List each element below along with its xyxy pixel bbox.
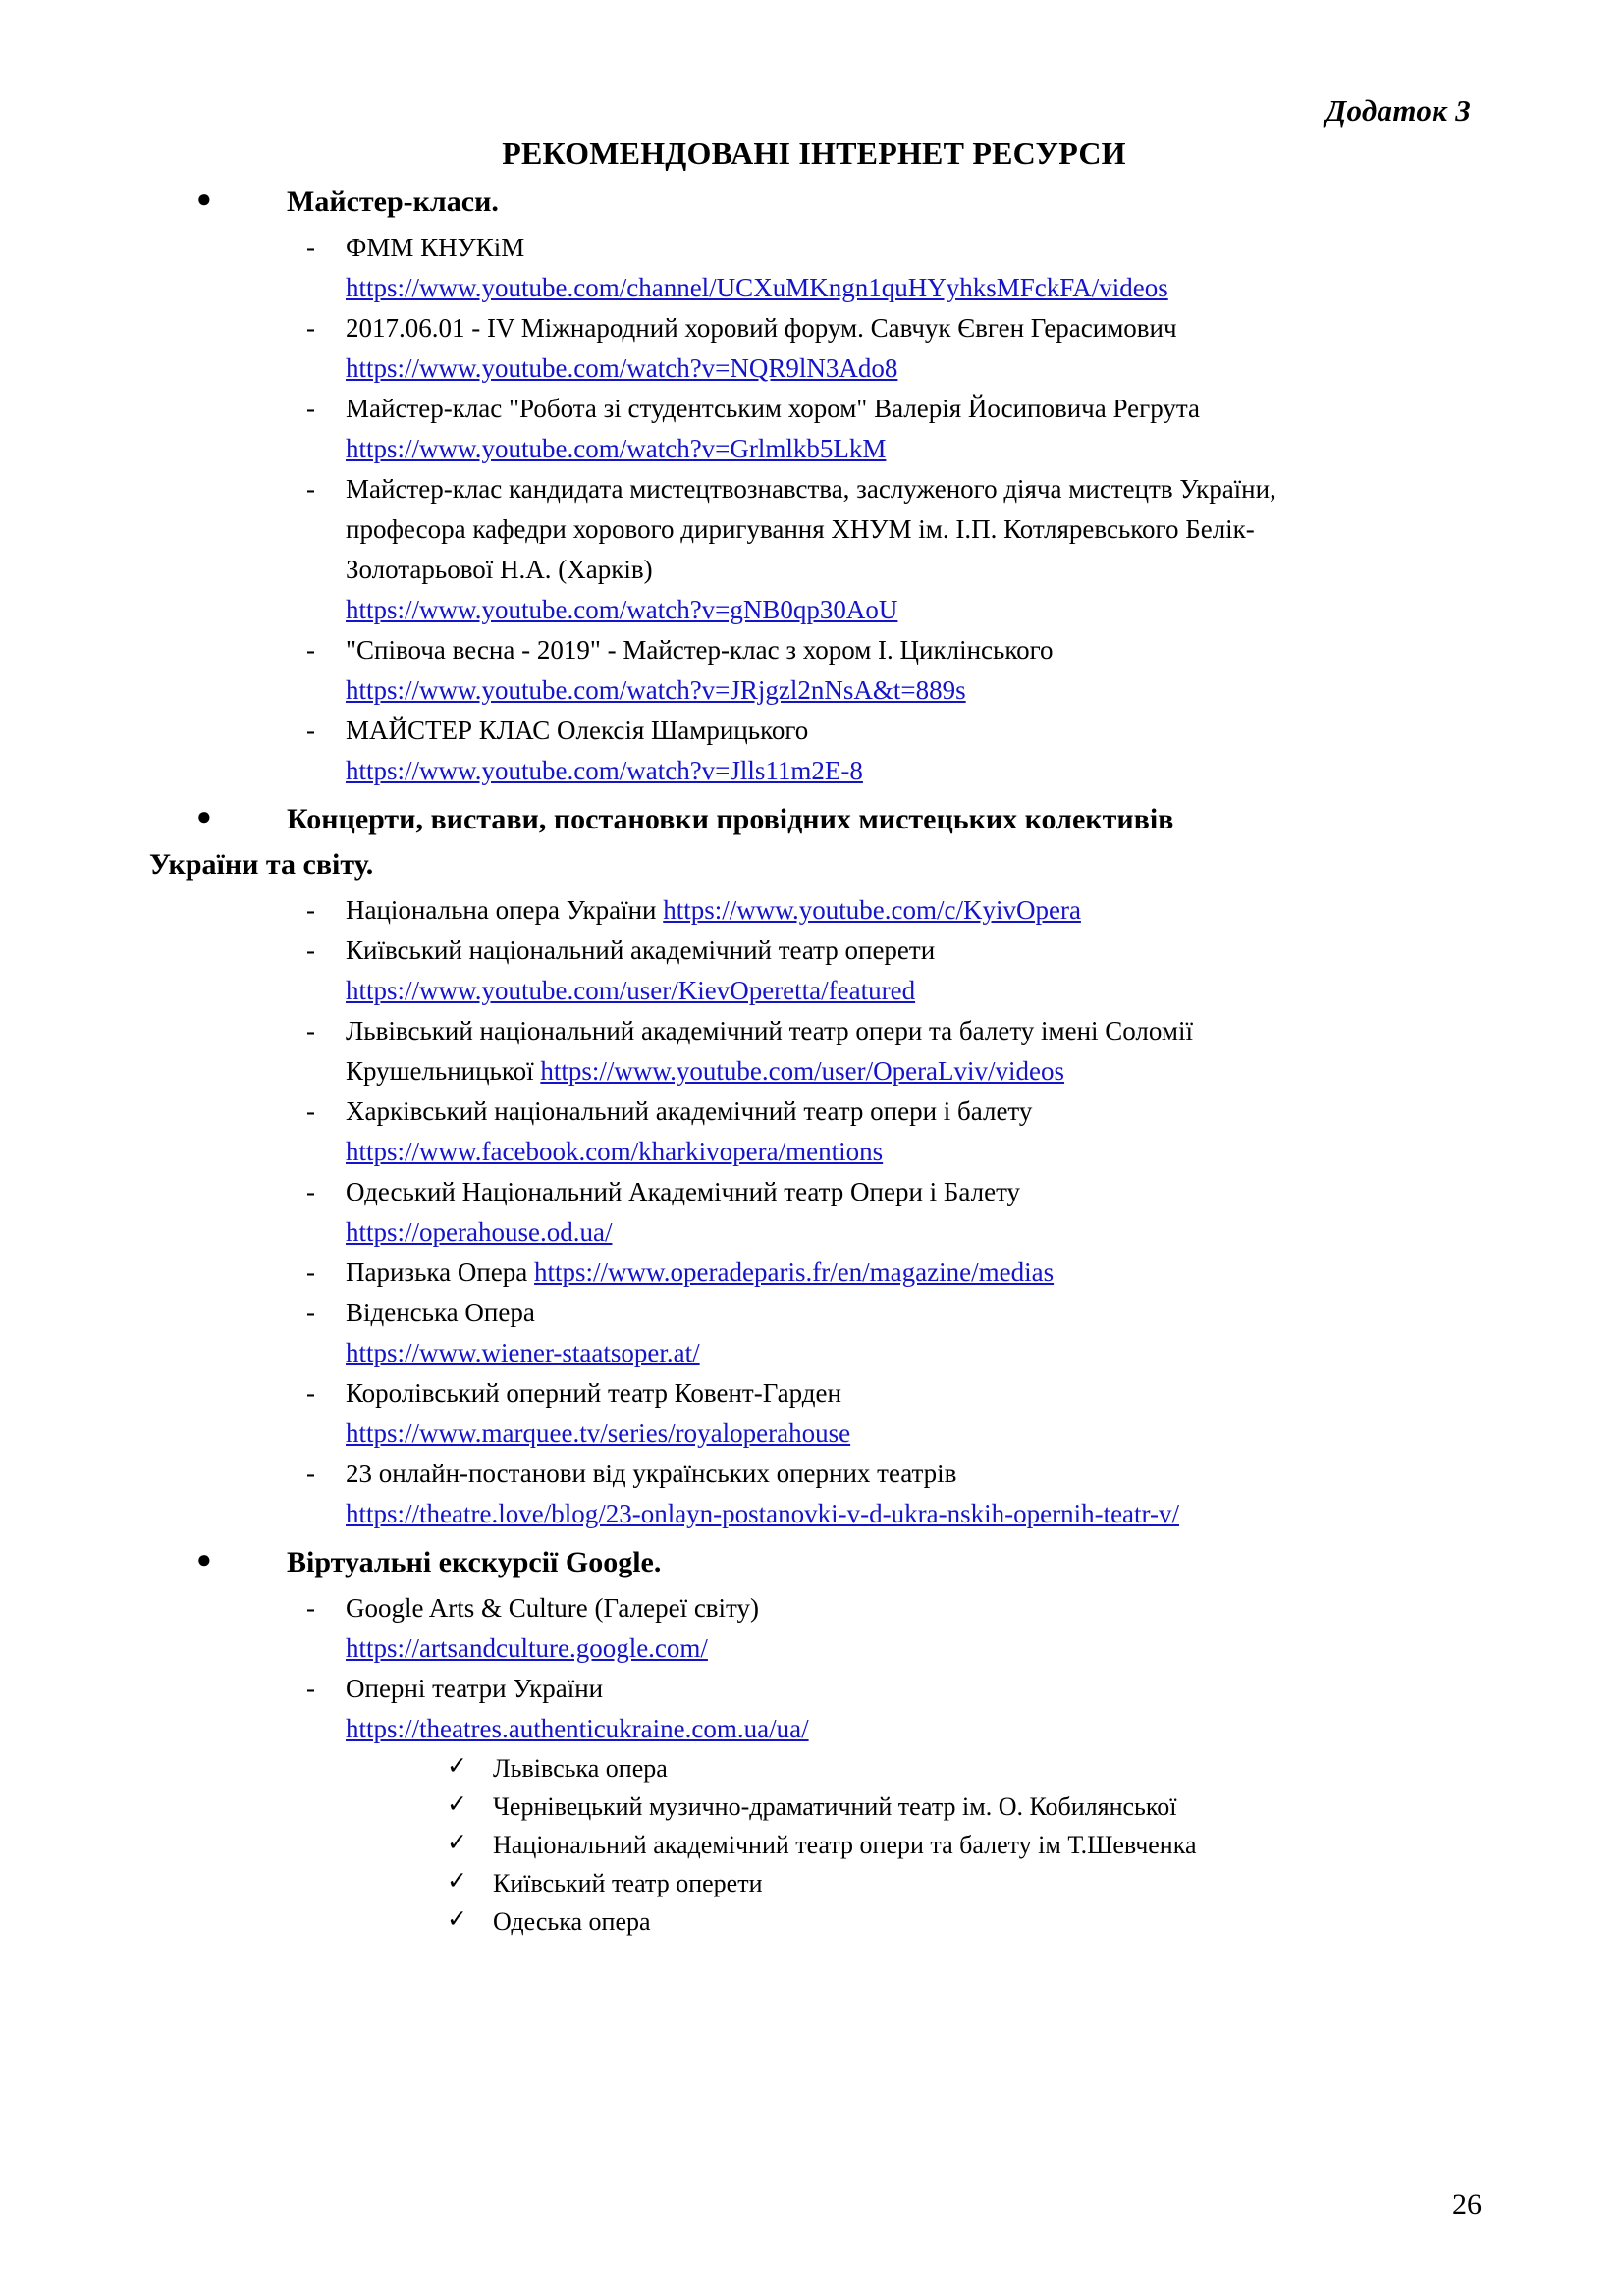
section-heading-text: Концерти, вистави, постановки провідних мистецьких колективів (287, 802, 1174, 835)
list-item (149, 1588, 1479, 1669)
dash-bullet-icon: - (306, 232, 315, 262)
check-mark-icon: ✓ (447, 1868, 467, 1896)
item-link[interactable]: https://www.youtube.com/watch?v=Grlmlkb5LkM (346, 433, 887, 463)
item-text: Майстер-клас "Робота зі студентським хором" Валерія Йосиповича Регрута (346, 393, 1200, 423)
item-text: професора кафедри хорового диригування ХНУМ ім. І.П. Котляревського Белік- (346, 513, 1255, 544)
item-text: Золотарьової Н.А. (Харків) (346, 554, 653, 584)
dash-bullet-icon: - (306, 393, 315, 423)
item-text: Одеський Національний Академічний театр Опери і Балету (346, 1177, 1021, 1207)
item-line (346, 1051, 1479, 1092)
dash-bullet-icon: - (306, 1592, 315, 1623)
item-link[interactable]: https://www.marquee.tv/series/royaloperahouse (346, 1418, 851, 1449)
item-link[interactable]: https://theatre.love/blog/23-onlayn-postanovki-v-d-ukra-nskih-opernih-teatr-v/ (346, 1499, 1179, 1529)
list-item (149, 1373, 1479, 1454)
list-item (149, 1669, 1479, 1749)
list-item (149, 1253, 1479, 1293)
bullet-disc-icon: ● (196, 185, 212, 214)
dash-bullet-icon: - (306, 1459, 315, 1489)
list-item (149, 389, 1479, 469)
item-line (346, 1253, 1479, 1293)
bullet-disc-icon: ● (196, 801, 212, 830)
check-mark-icon: ✓ (447, 1753, 467, 1781)
item-text: Львівська опера (493, 1754, 668, 1784)
list-item (149, 1011, 1479, 1092)
dash-bullet-icon: - (306, 1674, 315, 1704)
item-link[interactable]: https://artsandculture.google.com/ (346, 1633, 708, 1663)
item-text: ФММ КНУКіМ (346, 232, 525, 262)
list-item (149, 469, 1479, 630)
list-item (149, 1902, 1479, 1941)
check-mark-icon: ✓ (447, 1906, 467, 1934)
item-text: 2017.06.01 - IV Міжнародний хоровий форум. Савчук Євген Герасимович (346, 312, 1177, 343)
item-link[interactable]: https://www.youtube.com/c/KyivOpera (663, 894, 1081, 925)
item-text: Оперні театри України (346, 1674, 604, 1704)
dash-bullet-icon: - (306, 1257, 315, 1288)
dash-bullet-icon: - (306, 935, 315, 965)
item-text: Крушельницької (346, 1056, 541, 1087)
section-heading-master-classes (149, 180, 1479, 226)
item-text: Київський національний академічний театр оперети (346, 935, 936, 965)
item-text: Львівський національний академічний театр опери та балету імені Соломії (346, 1016, 1193, 1046)
list-item (149, 1172, 1479, 1253)
item-link[interactable]: https://theatres.authenticukraine.com.ua/ua/ (346, 1714, 809, 1744)
dash-bullet-icon: - (306, 1177, 315, 1207)
item-link[interactable]: https://www.operadeparis.fr/en/magazine/medias (534, 1257, 1055, 1288)
section-heading-text-continued: України та світу. (149, 848, 374, 881)
bullet-disc-icon: ● (196, 1545, 212, 1575)
dash-bullet-icon: - (306, 894, 315, 925)
appendix-label: Додаток 3 (1325, 93, 1471, 128)
item-link[interactable]: https://www.facebook.com/kharkivopera/mentions (346, 1137, 884, 1167)
list-item (149, 1092, 1479, 1172)
dash-bullet-icon: - (306, 1378, 315, 1409)
list-item (149, 308, 1479, 389)
section-heading-concerts (149, 797, 1479, 888)
item-link[interactable]: https://www.youtube.com/user/KievOperetta/featured (346, 976, 916, 1006)
list-item (149, 931, 1479, 1011)
list-item (149, 1454, 1479, 1534)
item-text: Одеська опера (493, 1907, 651, 1937)
list-item (149, 890, 1479, 931)
dash-bullet-icon: - (306, 1096, 315, 1127)
list-item (149, 711, 1479, 791)
list-item (149, 630, 1479, 711)
item-text: Королівський оперний театр Ковент-Гарден (346, 1378, 841, 1409)
item-link[interactable]: https://www.youtube.com/watch?v=gNB0qp30AoU (346, 594, 898, 624)
dash-bullet-icon: - (306, 1016, 315, 1046)
item-link[interactable]: https://www.youtube.com/channel/UCXuMKngn1quHYyhksMFckFA/videos (346, 272, 1168, 302)
item-text: Харківський національний академічний театр опери і балету (346, 1096, 1033, 1127)
dash-bullet-icon: - (306, 634, 315, 665)
section-heading-text: Майстер-класи. (287, 186, 499, 219)
dash-bullet-icon: - (306, 312, 315, 343)
item-text: Національна опера України (346, 894, 664, 925)
section-heading-google-tours (149, 1540, 1479, 1586)
section-heading-text: Віртуальні екскурсії Google. (287, 1546, 662, 1579)
item-text: Київський театр оперети (493, 1869, 763, 1898)
item-line (346, 890, 1479, 931)
item-text: Google Arts & Culture (Галереї світу) (346, 1592, 759, 1623)
item-text: Віденська Опера (346, 1298, 535, 1328)
item-text: Національний академічний театр опери та балету ім Т.Шевченка (493, 1831, 1197, 1860)
list-item (149, 228, 1479, 308)
item-text: Чернівецький музично-драматичний театр ім. О. Кобилянської (493, 1792, 1177, 1822)
list-item (149, 1826, 1479, 1864)
dash-bullet-icon: - (306, 1298, 315, 1328)
item-link[interactable]: https://www.youtube.com/watch?v=Jlls11m2E-8 (346, 755, 863, 785)
page-number: 26 (1452, 2188, 1482, 2220)
list-item (149, 1749, 1479, 1788)
list-item (149, 1788, 1479, 1826)
check-mark-icon: ✓ (447, 1791, 467, 1819)
item-text: Паризька Опера (346, 1257, 535, 1288)
check-mark-icon: ✓ (447, 1830, 467, 1857)
item-text: "Співоча весна - 2019" - Майстер-клас з хором І. Циклінського (346, 634, 1054, 665)
item-link[interactable]: https://www.youtube.com/user/OperaLviv/videos (540, 1056, 1065, 1087)
item-text: МАЙСТЕР КЛАС Олексія Шамрицького (346, 715, 809, 745)
list-item (149, 1864, 1479, 1902)
item-text: Майстер-клас кандидата мистецтвознавства, заслуженого діяча мистецтв України, (346, 473, 1276, 504)
item-link[interactable]: https://operahouse.od.ua/ (346, 1217, 613, 1248)
item-text: 23 онлайн-постанови від українських оперних театрів (346, 1459, 957, 1489)
page-title: РЕКОМЕНДОВАНІ ІНТЕРНЕТ РЕСУРСИ (502, 134, 1126, 171)
item-link[interactable]: https://www.youtube.com/watch?v=NQR9lN3Ado8 (346, 352, 898, 383)
dash-bullet-icon: - (306, 473, 315, 504)
item-link[interactable]: https://www.wiener-staatsoper.at/ (346, 1338, 700, 1368)
list-item (149, 1293, 1479, 1373)
item-link[interactable]: https://www.youtube.com/watch?v=JRjgzl2nNsA&t=889s (346, 674, 966, 705)
dash-bullet-icon: - (306, 715, 315, 745)
